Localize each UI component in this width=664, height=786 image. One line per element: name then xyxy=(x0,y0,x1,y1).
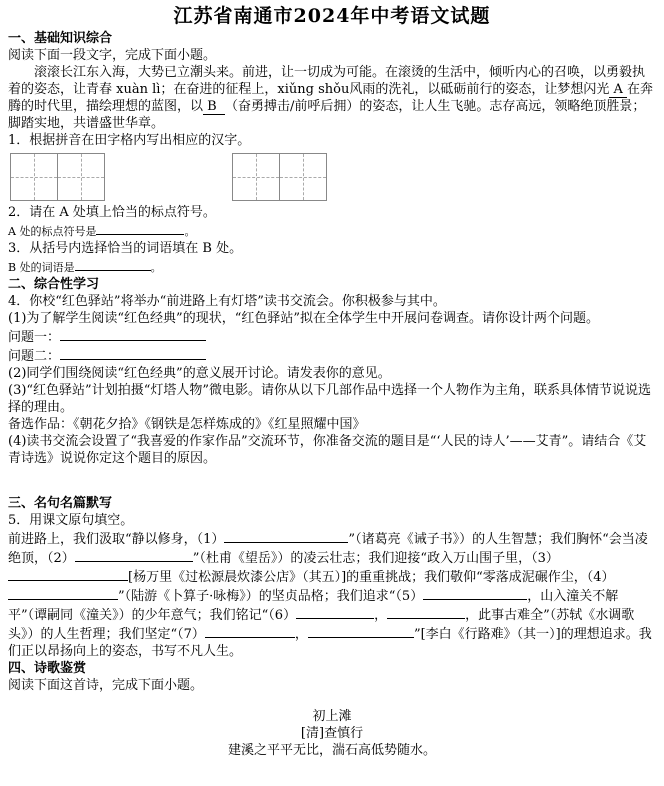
poem-title: 初上滩 xyxy=(312,709,352,724)
question-4: 4．你校“红色驿站”将举办“前进路上有灯塔”读书交流会。你积极参与其中。 xyxy=(8,294,446,309)
spacer xyxy=(8,467,656,481)
fill-blank-4[interactable] xyxy=(8,586,118,600)
recitation-text: ， xyxy=(294,627,308,642)
writing-grid-xiangshou xyxy=(232,153,326,201)
recitation-text: ， xyxy=(374,608,388,623)
writing-grid-xuanli xyxy=(10,153,104,201)
recitation-text: [杨万里《过松源晨炊漆公店》（其五）]的重重挑战；我们敬仰“零落成泥碾作尘，（4） xyxy=(128,570,615,585)
poem-author: [清]查慎行 xyxy=(300,726,364,741)
question-line-1 xyxy=(8,327,656,346)
question-line-2-input[interactable] xyxy=(60,346,206,360)
section-heading-3: 三、名句名篇默写 xyxy=(8,496,113,511)
question-2: 2．请在 A 处填上恰当的标点符号。 xyxy=(8,205,216,220)
answer-line-b xyxy=(8,257,656,276)
passage-part-3: （奋勇搏击/前呼后拥）的姿态，让人生飞驰。志存高远，领略绝顶胜景；脚踏实地，共谱盛世华章。 xyxy=(8,99,646,131)
reading-passage xyxy=(8,64,656,132)
fill-blank-6a[interactable] xyxy=(296,605,374,619)
answer-a-label: A 处的标点符号是 xyxy=(8,225,97,238)
question-4-4: (4)读书交流会设置了“我喜爱的作家作品”交流环节，你准备交流的题目是“‘人民的诗人’——艾青”。请结合《艾青诗选》说说你定这个题目的原因。 xyxy=(8,434,647,466)
answer-b-label: B 处的词语是 xyxy=(8,261,75,274)
page-title: 江苏省南通市2024年中考语文试题 xyxy=(173,5,491,27)
grid-cell[interactable] xyxy=(10,153,58,201)
recitation-text: 前进路上，我们汲取“静以修身，（1） xyxy=(8,532,225,547)
writing-grid-row xyxy=(10,153,656,201)
answer-b-end: 。 xyxy=(150,261,162,274)
book-options: 备选作品：《朝花夕拾》《钢铁是怎样炼成的》《红星照耀中国》 xyxy=(8,417,366,432)
question-line-2-label: 问题二： xyxy=(8,349,61,364)
question-4-2: (2)同学们围绕阅读“红色经典”的意义展开讨论。请发表你的意见。 xyxy=(8,366,391,381)
recitation-text: ，山入潼关不解平”（谭嗣同《潼关》）的少年意气；我们铭记“（6） xyxy=(8,589,619,623)
fill-blank-5[interactable] xyxy=(423,586,527,600)
recitation-text: ”[李白《行路难》（其一）]的理想追求。我们正以昂扬向上的姿态，书写不凡人生。 xyxy=(8,627,652,659)
spacer xyxy=(8,481,656,495)
grid-cell[interactable] xyxy=(57,153,105,201)
section-heading-2: 二、综合性学习 xyxy=(8,277,100,292)
blank-b[interactable] xyxy=(203,99,225,115)
question-line-1-input[interactable] xyxy=(60,327,206,341)
question-5: 5．用课文原句填空。 xyxy=(8,513,134,528)
question-3: 3．从括号内选择恰当的词语填在 B 处。 xyxy=(8,241,243,256)
spacer xyxy=(8,694,656,708)
blank-a[interactable] xyxy=(609,82,627,98)
blank-b-label: B xyxy=(207,99,217,114)
answer-a-input[interactable] xyxy=(96,221,184,235)
section-intro-4: 阅读下面这首诗，完成下面小题。 xyxy=(8,678,204,693)
answer-a-end: 。 xyxy=(184,225,196,238)
fill-blank-3[interactable] xyxy=(8,567,128,581)
section-heading-4: 四、诗歌鉴赏 xyxy=(8,661,87,676)
fill-blank-7a[interactable] xyxy=(205,624,295,638)
recitation-passage xyxy=(8,529,656,660)
recitation-text: ”（陆游《卜算子·咏梅》）的坚贞品格；我们追求“（5） xyxy=(118,589,424,604)
recitation-text: ”（杜甫《望岳》）的凌云壮志；我们迎接“政入万山围子里，（3） xyxy=(192,551,559,566)
passage-part-1: 滚滚长江东入海，大势已立潮头来。前进，让一切成为可能。在滚烫的生活中，倾听内心的召唤，以勇毅执着的姿态，让青春 xuàn lì；在奋进的征程上，xiǔng shǒu风雨的洗礼，以砥砺前行的姿态，让梦想闪光 xyxy=(8,65,646,97)
fill-blank-7b[interactable] xyxy=(308,624,414,638)
question-4-1: (1)为了解学生阅读“红色经典”的现状，“红色驿站”拟在全体学生中开展问卷调查。请你设计两个问题。 xyxy=(8,311,599,326)
section-intro-1: 阅读下面一段文字，完成下面小题。 xyxy=(8,48,217,63)
blank-a-label: A xyxy=(613,82,623,97)
question-line-2 xyxy=(8,346,656,365)
recitation-text: ”（诸葛亮《诫子书》）的人生智慧；我们胸怀“会当凌绝顶，（2） xyxy=(8,532,648,566)
fill-blank-1[interactable] xyxy=(224,529,348,543)
question-1: 1．根据拼音在田字格内写出相应的汉字。 xyxy=(8,133,251,148)
fill-blank-2[interactable] xyxy=(75,548,193,562)
passage-part-2: 在奔腾的时代里，描绘理想的蓝图，以 xyxy=(8,82,654,114)
question-line-1-label: 问题一： xyxy=(8,330,61,345)
poem-line: 建溪之平平无比，湍石高低势随水。 xyxy=(227,743,436,758)
recitation-text: ，此事古难全”（苏轼《水调歌头》）的人生哲理；我们坚定“（7） xyxy=(8,608,635,642)
grid-cell[interactable] xyxy=(279,153,327,201)
answer-line-a xyxy=(8,221,656,240)
answer-b-input[interactable] xyxy=(75,257,151,271)
grid-cell[interactable] xyxy=(232,153,280,201)
section-heading-1: 一、基础知识综合 xyxy=(8,31,113,46)
fill-blank-6b[interactable] xyxy=(387,605,465,619)
question-4-3: (3)“红色驿站”计划拍摄“灯塔人物”微电影。请你从以下几部作品中选择一个人物作为主角，联系具体情节说说选择的理由。 xyxy=(8,383,651,415)
